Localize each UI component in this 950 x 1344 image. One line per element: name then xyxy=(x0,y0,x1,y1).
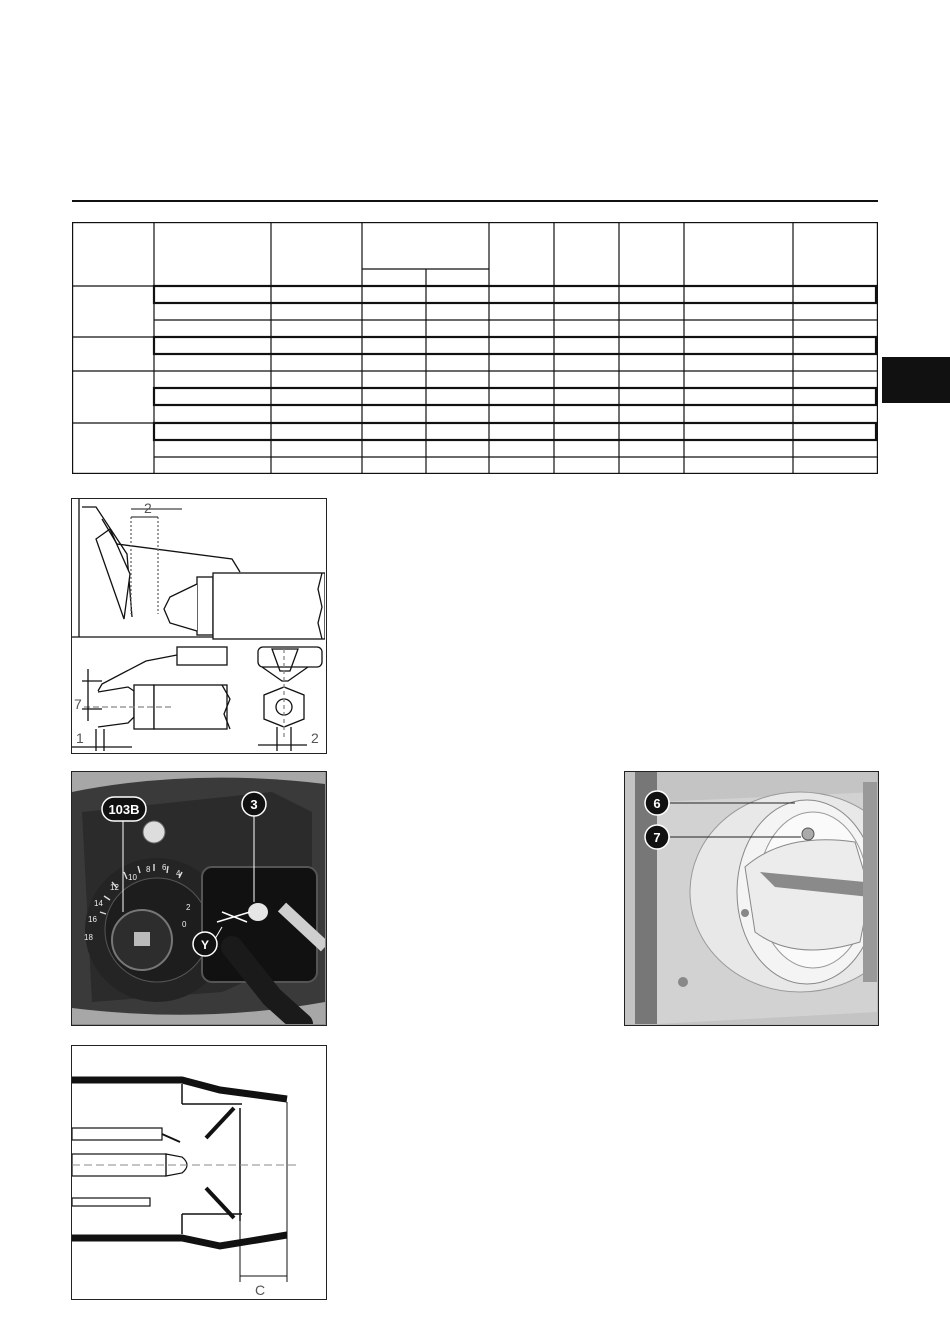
dim-2-bottom: 2 xyxy=(311,730,319,746)
callout-6: 6 xyxy=(653,796,661,811)
electrode-diagram xyxy=(71,498,327,754)
settings-table-grid xyxy=(72,222,878,474)
electrode-drawing xyxy=(72,499,325,752)
nozzle-drawing xyxy=(72,1046,325,1298)
head-adjust-photo xyxy=(71,771,327,1026)
fan-photo xyxy=(624,771,879,1026)
fan-illustration xyxy=(625,772,877,1024)
scale-6: 6 xyxy=(162,863,167,872)
top-rule xyxy=(72,200,878,202)
scale-12: 12 xyxy=(110,883,119,892)
scale-0: 0 xyxy=(182,920,187,929)
nozzle-diagram xyxy=(71,1045,327,1300)
scale-2: 2 xyxy=(186,903,191,912)
scale-8: 8 xyxy=(146,865,151,874)
dim-7: 7 xyxy=(74,696,82,712)
scale-18: 18 xyxy=(84,933,93,942)
callout-7: 7 xyxy=(653,830,661,845)
callout-3: 3 xyxy=(250,797,258,812)
scale-16: 16 xyxy=(88,915,97,924)
section-tab xyxy=(882,357,950,403)
scale-10: 10 xyxy=(128,873,137,882)
callout-y: Y xyxy=(200,938,210,952)
head-adjust-illustration xyxy=(72,772,325,1024)
scale-4: 4 xyxy=(176,869,181,878)
dim-1: 1 xyxy=(76,730,84,746)
dim-2-top: 2 xyxy=(144,500,152,516)
scale-14: 14 xyxy=(94,899,103,908)
callout-103b: 103B xyxy=(108,802,140,817)
settings-table xyxy=(72,222,878,474)
dim-c: C xyxy=(254,1282,266,1298)
